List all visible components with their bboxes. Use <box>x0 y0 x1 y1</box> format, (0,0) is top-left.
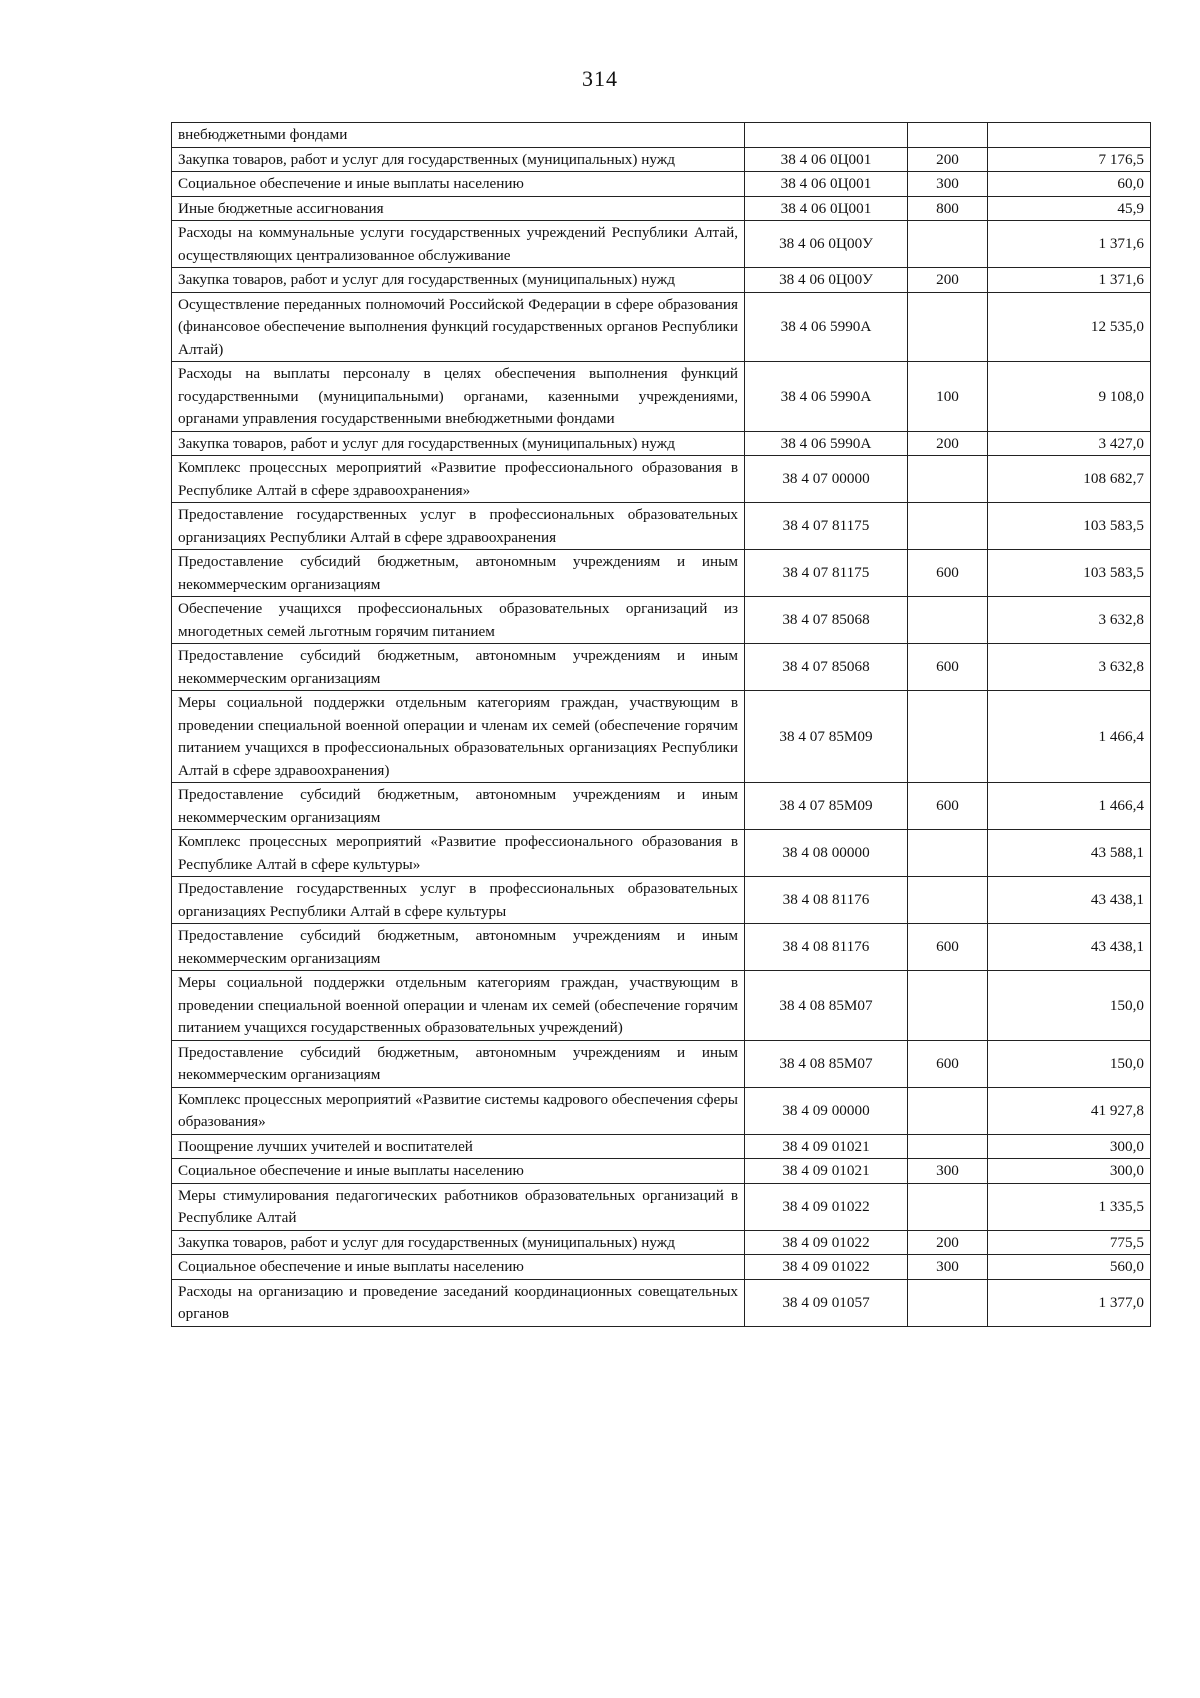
amount-cell: 103 583,5 <box>988 503 1151 550</box>
budget-table <box>171 122 1151 1327</box>
expense-name-cell: Социальное обеспечение и иные выплаты населению <box>172 172 745 197</box>
expense-type-cell <box>908 123 988 148</box>
expense-name-cell: Комплекс процессных мероприятий «Развитие профессионального образования в Республике Алтай в сфере культуры» <box>172 830 745 877</box>
amount-cell: 150,0 <box>988 1040 1151 1087</box>
expense-name-cell: Социальное обеспечение и иные выплаты населению <box>172 1255 745 1280</box>
target-article-code-cell: 38 4 09 01022 <box>745 1230 908 1255</box>
expense-type-cell <box>908 1087 988 1134</box>
target-article-code-cell: 38 4 06 5990А <box>745 362 908 432</box>
expense-type-cell: 100 <box>908 362 988 432</box>
table-row <box>172 971 1151 1041</box>
amount-cell: 775,5 <box>988 1230 1151 1255</box>
table-row <box>172 292 1151 362</box>
expense-type-cell: 600 <box>908 924 988 971</box>
target-article-code-cell: 38 4 08 81176 <box>745 924 908 971</box>
expense-name-cell: Предоставление субсидий бюджетным, автономным учреждениям и иным некоммерческим организациям <box>172 924 745 971</box>
expense-type-cell <box>908 503 988 550</box>
expense-type-cell <box>908 1183 988 1230</box>
amount-cell: 300,0 <box>988 1134 1151 1159</box>
target-article-code-cell: 38 4 06 0Ц00У <box>745 268 908 293</box>
table-row <box>172 1134 1151 1159</box>
table-row <box>172 1230 1151 1255</box>
table-row <box>172 196 1151 221</box>
expense-type-cell <box>908 877 988 924</box>
expense-type-cell: 800 <box>908 196 988 221</box>
expense-name-cell: Комплекс процессных мероприятий «Развитие системы кадрового обеспечения сферы образования» <box>172 1087 745 1134</box>
expense-name-cell: Осуществление переданных полномочий Российской Федерации в сфере образования (финансовое обеспечение выполнения функций государственных органов Республики Алтай) <box>172 292 745 362</box>
expense-name-cell: Расходы на организацию и проведение заседаний координационных совещательных органов <box>172 1279 745 1326</box>
amount-cell: 3 427,0 <box>988 431 1151 456</box>
expense-name-cell: Предоставление субсидий бюджетным, автономным учреждениям и иным некоммерческим организациям <box>172 644 745 691</box>
target-article-code-cell: 38 4 08 00000 <box>745 830 908 877</box>
expense-name-cell: Комплекс процессных мероприятий «Развитие профессионального образования в Республике Алтай в сфере здравоохранения» <box>172 456 745 503</box>
expense-type-cell <box>908 221 988 268</box>
amount-cell: 3 632,8 <box>988 597 1151 644</box>
amount-cell: 7 176,5 <box>988 147 1151 172</box>
table-row <box>172 1279 1151 1326</box>
table-row <box>172 1087 1151 1134</box>
table-row <box>172 503 1151 550</box>
table-row <box>172 877 1151 924</box>
target-article-code-cell: 38 4 09 00000 <box>745 1087 908 1134</box>
expense-name-cell: внебюджетными фондами <box>172 123 745 148</box>
amount-cell: 1 335,5 <box>988 1183 1151 1230</box>
target-article-code-cell: 38 4 09 01021 <box>745 1159 908 1184</box>
expense-name-cell: Меры социальной поддержки отдельным категориям граждан, участвующим в проведении специальной военной операции и членам их семей (обеспечение горячим питанием учащихся государственных образовательных учреждений) <box>172 971 745 1041</box>
target-article-code-cell: 38 4 07 00000 <box>745 456 908 503</box>
page-number: 314 <box>582 66 618 91</box>
expense-type-cell: 300 <box>908 172 988 197</box>
expense-name-cell: Меры стимулирования педагогических работников образовательных организаций в Республике Алтай <box>172 1183 745 1230</box>
amount-cell: 3 632,8 <box>988 644 1151 691</box>
expense-name-cell: Закупка товаров, работ и услуг для государственных (муниципальных) нужд <box>172 1230 745 1255</box>
target-article-code-cell: 38 4 06 5990А <box>745 292 908 362</box>
expense-type-cell <box>908 292 988 362</box>
expense-name-cell: Расходы на выплаты персоналу в целях обеспечения выполнения функций государственными (муниципальными) органами, казенными учреждениями, органами управления государственными внебюджетными фондами <box>172 362 745 432</box>
amount-cell: 300,0 <box>988 1159 1151 1184</box>
table-row <box>172 550 1151 597</box>
table-row <box>172 268 1151 293</box>
expense-type-cell: 600 <box>908 783 988 830</box>
target-article-code-cell: 38 4 09 01022 <box>745 1183 908 1230</box>
amount-cell: 1 377,0 <box>988 1279 1151 1326</box>
target-article-code-cell <box>745 123 908 148</box>
amount-cell: 1 371,6 <box>988 221 1151 268</box>
expense-name-cell: Предоставление субсидий бюджетным, автономным учреждениям и иным некоммерческим организациям <box>172 783 745 830</box>
table-row <box>172 597 1151 644</box>
amount-cell: 43 438,1 <box>988 924 1151 971</box>
target-article-code-cell: 38 4 07 85068 <box>745 644 908 691</box>
amount-cell: 43 588,1 <box>988 830 1151 877</box>
expense-type-cell <box>908 971 988 1041</box>
expense-type-cell <box>908 1134 988 1159</box>
amount-cell: 150,0 <box>988 971 1151 1041</box>
amount-cell: 12 535,0 <box>988 292 1151 362</box>
target-article-code-cell: 38 4 07 85М09 <box>745 691 908 783</box>
expense-name-cell: Закупка товаров, работ и услуг для государственных (муниципальных) нужд <box>172 268 745 293</box>
target-article-code-cell: 38 4 06 0Ц001 <box>745 147 908 172</box>
target-article-code-cell: 38 4 07 85068 <box>745 597 908 644</box>
target-article-code-cell: 38 4 06 0Ц00У <box>745 221 908 268</box>
amount-cell: 9 108,0 <box>988 362 1151 432</box>
table-row <box>172 362 1151 432</box>
expense-name-cell: Закупка товаров, работ и услуг для государственных (муниципальных) нужд <box>172 147 745 172</box>
expense-name-cell: Расходы на коммунальные услуги государственных учреждений Республики Алтай, осуществляющих централизованное обслуживание <box>172 221 745 268</box>
target-article-code-cell: 38 4 08 85М07 <box>745 971 908 1041</box>
amount-cell: 1 466,4 <box>988 691 1151 783</box>
expense-type-cell <box>908 691 988 783</box>
expense-name-cell: Поощрение лучших учителей и воспитателей <box>172 1134 745 1159</box>
table-row <box>172 1159 1151 1184</box>
table-row <box>172 924 1151 971</box>
expense-type-cell <box>908 456 988 503</box>
expense-type-cell: 600 <box>908 550 988 597</box>
expense-type-cell: 200 <box>908 147 988 172</box>
amount-cell: 1 466,4 <box>988 783 1151 830</box>
table-row <box>172 123 1151 148</box>
table-row <box>172 1183 1151 1230</box>
table-row <box>172 1255 1151 1280</box>
table-row <box>172 456 1151 503</box>
expense-name-cell: Предоставление субсидий бюджетным, автономным учреждениям и иным некоммерческим организациям <box>172 1040 745 1087</box>
amount-cell: 560,0 <box>988 1255 1151 1280</box>
expense-name-cell: Предоставление государственных услуг в профессиональных образовательных организациях Республики Алтай в сфере культуры <box>172 877 745 924</box>
target-article-code-cell: 38 4 06 5990А <box>745 431 908 456</box>
expense-name-cell: Предоставление субсидий бюджетным, автономным учреждениям и иным некоммерческим организациям <box>172 550 745 597</box>
expense-name-cell: Закупка товаров, работ и услуг для государственных (муниципальных) нужд <box>172 431 745 456</box>
amount-cell <box>988 123 1151 148</box>
target-article-code-cell: 38 4 09 01057 <box>745 1279 908 1326</box>
table-row <box>172 172 1151 197</box>
expense-type-cell <box>908 597 988 644</box>
amount-cell: 45,9 <box>988 196 1151 221</box>
amount-cell: 43 438,1 <box>988 877 1151 924</box>
budget-table-body <box>172 123 1151 1327</box>
table-row <box>172 783 1151 830</box>
amount-cell: 108 682,7 <box>988 456 1151 503</box>
target-article-code-cell: 38 4 09 01021 <box>745 1134 908 1159</box>
table-row <box>172 691 1151 783</box>
expense-name-cell: Социальное обеспечение и иные выплаты населению <box>172 1159 745 1184</box>
expense-type-cell <box>908 830 988 877</box>
amount-cell: 41 927,8 <box>988 1087 1151 1134</box>
expense-name-cell: Обеспечение учащихся профессиональных образовательных организаций из многодетных семей льготным горячим питанием <box>172 597 745 644</box>
expense-type-cell: 200 <box>908 268 988 293</box>
expense-type-cell: 300 <box>908 1255 988 1280</box>
target-article-code-cell: 38 4 07 85М09 <box>745 783 908 830</box>
expense-type-cell: 600 <box>908 644 988 691</box>
table-row <box>172 147 1151 172</box>
expense-type-cell: 300 <box>908 1159 988 1184</box>
amount-cell: 1 371,6 <box>988 268 1151 293</box>
table-row <box>172 221 1151 268</box>
expense-name-cell: Меры социальной поддержки отдельным категориям граждан, участвующим в проведении специальной военной операции и членам их семей (обеспечение горячим питанием учащихся в профессиональных образовательных организациях Республики Алтай в сфере здравоохранения) <box>172 691 745 783</box>
target-article-code-cell: 38 4 06 0Ц001 <box>745 172 908 197</box>
table-row <box>172 644 1151 691</box>
expense-type-cell <box>908 1279 988 1326</box>
table-row <box>172 1040 1151 1087</box>
expense-name-cell: Предоставление государственных услуг в профессиональных образовательных организациях Республики Алтай в сфере здравоохранения <box>172 503 745 550</box>
amount-cell: 60,0 <box>988 172 1151 197</box>
target-article-code-cell: 38 4 06 0Ц001 <box>745 196 908 221</box>
amount-cell: 103 583,5 <box>988 550 1151 597</box>
table-row <box>172 830 1151 877</box>
expense-type-cell: 200 <box>908 431 988 456</box>
table-row <box>172 431 1151 456</box>
target-article-code-cell: 38 4 08 81176 <box>745 877 908 924</box>
expense-type-cell: 600 <box>908 1040 988 1087</box>
expense-name-cell: Иные бюджетные ассигнования <box>172 196 745 221</box>
target-article-code-cell: 38 4 07 81175 <box>745 503 908 550</box>
target-article-code-cell: 38 4 09 01022 <box>745 1255 908 1280</box>
target-article-code-cell: 38 4 07 81175 <box>745 550 908 597</box>
expense-type-cell: 200 <box>908 1230 988 1255</box>
target-article-code-cell: 38 4 08 85М07 <box>745 1040 908 1087</box>
